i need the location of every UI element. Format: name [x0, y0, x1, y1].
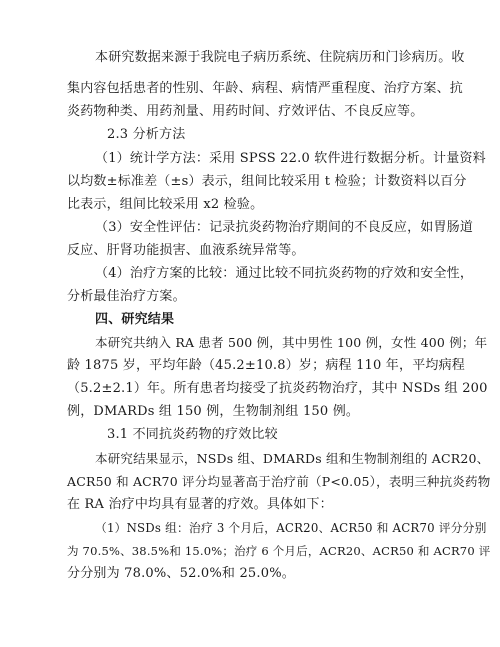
paragraph-line: 反应、肝肾功能损害、血液系统异常等。: [67, 243, 305, 258]
paragraph-line: ACR50 和 ACR70 评分均显著高于治疗前（P<0.05），表明三种抗炎药物: [67, 474, 491, 489]
paragraph-line: （5.2±2.1）年。所有患者均接受了抗炎药物治疗，其中 NSDs 组 200: [67, 381, 488, 396]
paragraph-line: （1）NSDs 组：治疗 3 个月后，ACR20、ACR50 和 ACR70 评分分别: [95, 521, 487, 535]
paragraph-line: 为 70.5%、38.5%和 15.0%；治疗 6 个月后，ACR20、ACR50 和 ACR70 评: [67, 544, 491, 558]
paragraph-line: 例，DMARDs 组 150 例，生物制剂组 150 例。: [67, 404, 360, 419]
paragraph-line: （3）安全性评估：记录抗炎药物治疗期间的不良反应，如胃肠道: [95, 220, 474, 235]
paragraph-line: 以均数±标准差（±s）表示，组间比较采用 t 检验；计数资料以百分: [67, 174, 467, 189]
paragraph-line: 本研究共纳入 RA 患者 500 例，其中男性 100 例，女性 400 例；年: [95, 335, 488, 350]
section-heading: 2.3 分析方法: [107, 127, 186, 142]
chapter-heading: 四、研究结果: [95, 312, 175, 327]
section-heading: 3.1 不同抗炎药物的疗效比较: [107, 427, 278, 442]
paragraph-line: （1）统计学方法：采用 SPSS 22.0 软件进行数据分析。计量资料: [95, 151, 486, 166]
paragraph-line: 在 RA 治疗中均具有显著的疗效。具体如下：: [67, 497, 333, 512]
paragraph-line: （4）治疗方案的比较：通过比较不同抗炎药物的疗效和安全性，: [95, 266, 474, 281]
paragraph-line: 本研究数据来源于我院电子病历系统、住院病历和门诊病历。收: [95, 50, 465, 65]
paragraph-line: 比表示，组间比较采用 x2 检验。: [67, 197, 264, 212]
paragraph-line: 龄 1875 岁，平均年龄（45.2±10.8）岁；病程 110 年，平均病程: [67, 358, 466, 373]
paragraph-line: 炎药物种类、用药剂量、用药时间、疗效评估、不良反应等。: [67, 104, 424, 119]
paragraph-line: 分析最佳治疗方案。: [67, 289, 186, 304]
paragraph-line: 集内容包括患者的性别、年龄、病程、病情严重程度、治疗方案、抗: [67, 81, 464, 96]
paragraph-line: 本研究结果显示，NSDs 组、DMARDs 组和生物制剂组的 ACR20、: [95, 451, 490, 466]
paragraph-line: 分分别为 78.0%、52.0%和 25.0%。: [67, 566, 295, 581]
